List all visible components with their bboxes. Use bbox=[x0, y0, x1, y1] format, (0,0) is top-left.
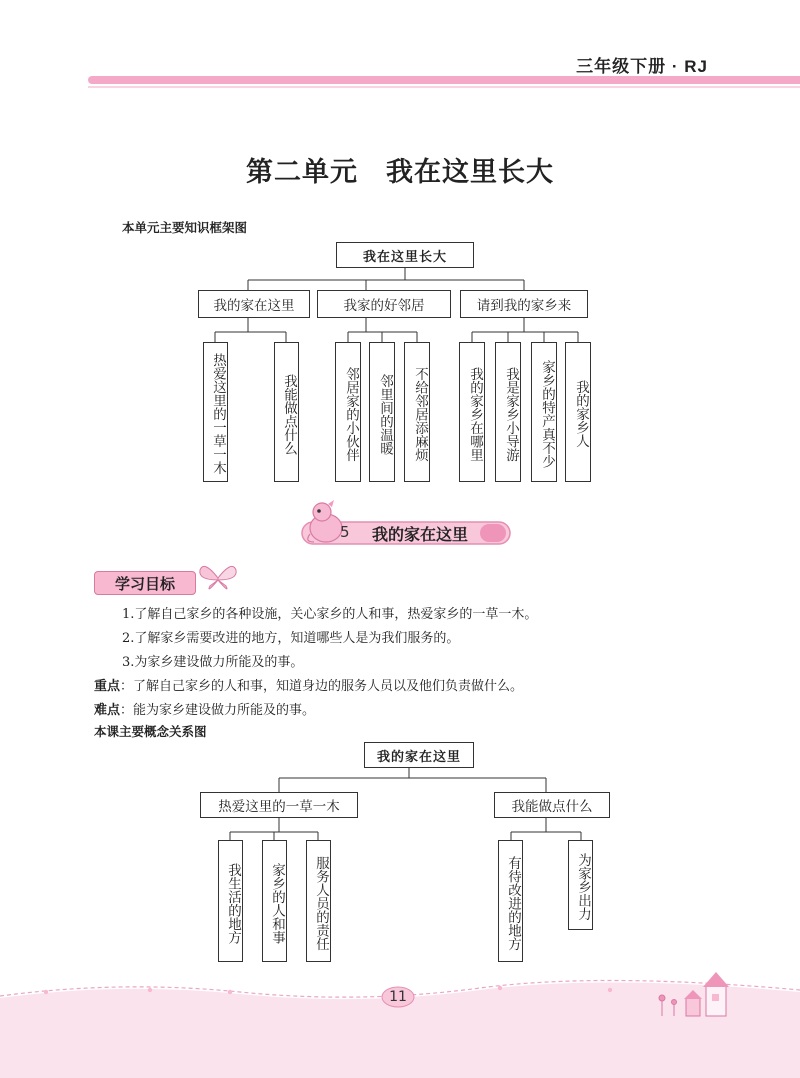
difficulty-label: 难点 bbox=[94, 703, 121, 718]
framework-leaf: 我的家乡在哪里 bbox=[459, 342, 485, 482]
difficulty-point bbox=[94, 699, 315, 718]
butterfly-icon bbox=[196, 560, 240, 596]
key-point-label: 重点 bbox=[94, 679, 121, 694]
concept-leaf: 我生活的地方 bbox=[218, 840, 243, 962]
concept-map-label: 本课主要概念关系图 bbox=[94, 724, 207, 739]
key-point bbox=[94, 675, 523, 694]
framework-leaf: 我能做点什么 bbox=[274, 342, 299, 482]
framework-branch-3: 请到我的家乡来 bbox=[460, 290, 588, 318]
concept-branch-1: 热爱这里的一草一木 bbox=[200, 792, 358, 818]
framework-root: 我在这里长大 bbox=[336, 242, 474, 268]
unit-title: 第二单元 我在这里长大 bbox=[246, 157, 554, 188]
framework-leaf: 不给邻居添麻烦 bbox=[404, 342, 430, 482]
framework-label: 本单元主要知识框架图 bbox=[122, 220, 248, 235]
framework-branch-1: 我的家在这里 bbox=[198, 290, 310, 318]
goal-item: 3.为家乡建设做力所能及的事。 bbox=[122, 655, 304, 670]
lesson-number: 5 bbox=[340, 523, 350, 541]
framework-leaf: 热爱这里的一草一木 bbox=[203, 342, 228, 482]
framework-leaf: 我是家乡小导游 bbox=[495, 342, 521, 482]
house-icon bbox=[684, 972, 729, 1016]
key-point-text: ：了解自己家乡的人和事，知道身边的服务人员以及他们负责做什么。 bbox=[120, 679, 524, 694]
framework-leaf: 家乡的特产真不少 bbox=[531, 342, 557, 482]
concept-leaf: 为家乡出力 bbox=[568, 840, 593, 930]
goals-tag: 学习目标 bbox=[94, 571, 196, 595]
framework-leaf: 我的家乡人 bbox=[565, 342, 591, 482]
framework-leaf: 邻里间的温暖 bbox=[369, 342, 395, 482]
goal-item: 1.了解自己家乡的各种设施，关心家乡的人和事，热爱家乡的一草一木。 bbox=[122, 607, 538, 622]
lesson-title: 我的家在这里 bbox=[372, 525, 469, 544]
concept-root: 我的家在这里 bbox=[364, 742, 474, 768]
difficulty-text: ：能为家乡建设做力所能及的事。 bbox=[120, 703, 316, 718]
goal-item: 2.了解家乡需要改进的地方，知道哪些人是为我们服务的。 bbox=[122, 631, 460, 646]
concept-leaf: 有待改进的地方 bbox=[498, 840, 523, 962]
grade-label: 三年级下册 · RJ bbox=[576, 57, 708, 76]
page-number: 11 bbox=[389, 989, 407, 1005]
concept-branch-2: 我能做点什么 bbox=[494, 792, 610, 818]
concept-leaf: 服务人员的责任 bbox=[306, 840, 331, 962]
concept-leaf: 家乡的人和事 bbox=[262, 840, 287, 962]
framework-leaf: 邻居家的小伙伴 bbox=[335, 342, 361, 482]
framework-branch-2: 我家的好邻居 bbox=[317, 290, 451, 318]
